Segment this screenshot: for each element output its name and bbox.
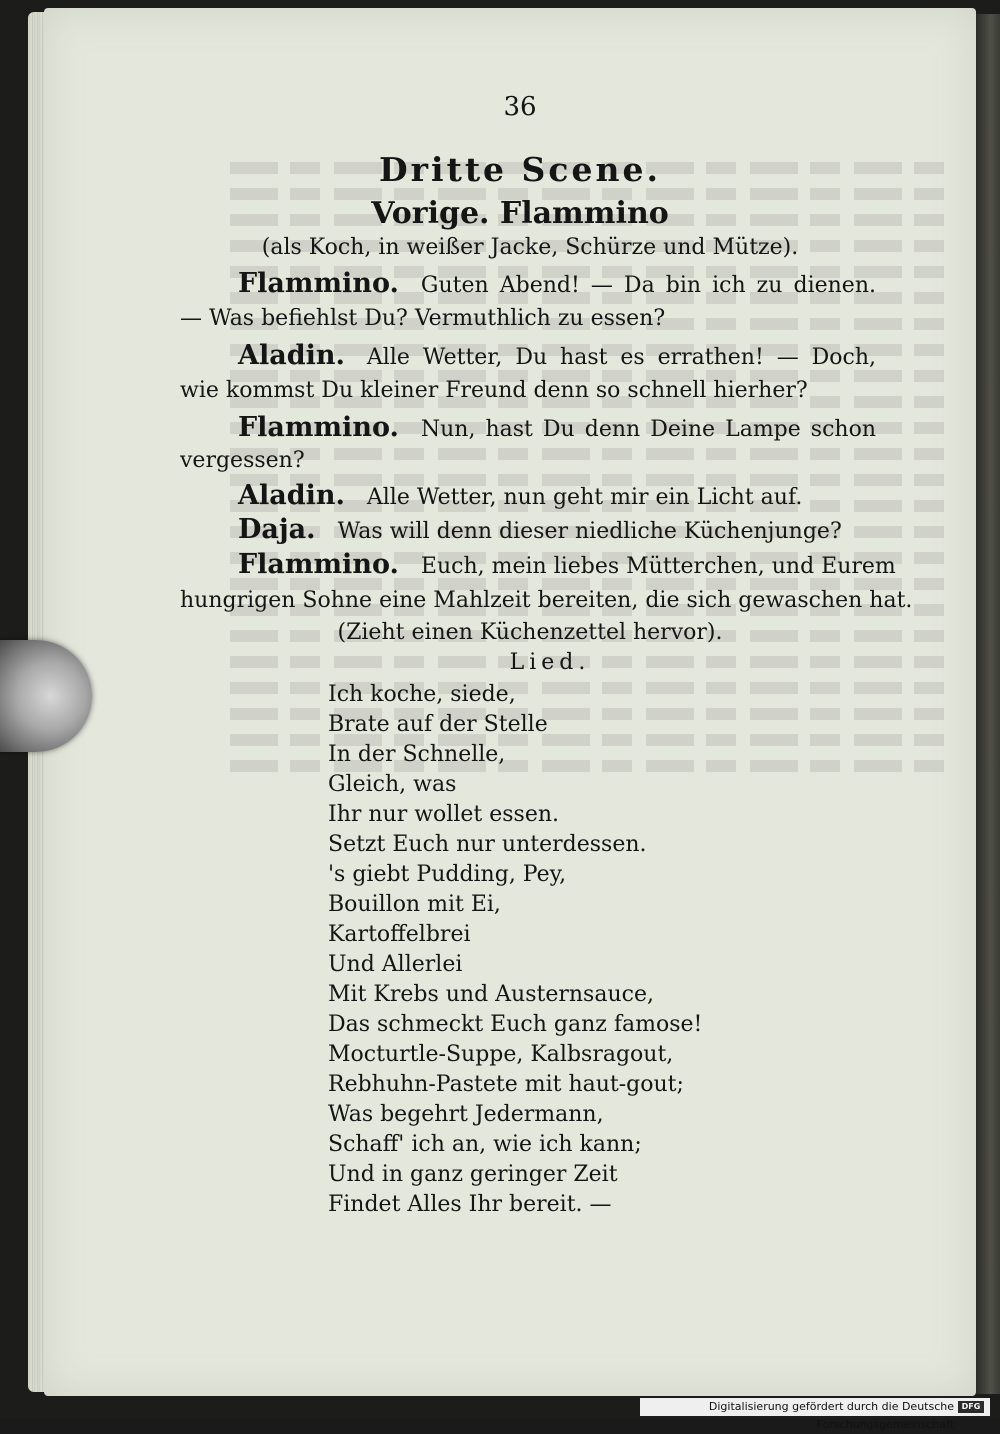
speaker-name: Aladin. [238, 480, 345, 511]
dialogue-line [180, 268, 876, 299]
dialogue-line [180, 340, 876, 371]
speech-text: Alle Wetter, nun geht mir ein Licht auf. [366, 485, 803, 510]
song-line: Ihr nur wollet essen. [328, 802, 559, 827]
credit-text: Digitalisierung gefördert durch die Deutsche Forschungsgemeinschaft [708, 1400, 954, 1431]
dialogue-line [180, 549, 896, 580]
song-line: Brate auf der Stelle [328, 712, 548, 737]
song-line: Kartoffelbrei [328, 922, 471, 947]
scene-title: Dritte Scene. [379, 150, 661, 189]
stage-direction: (Zieht einen Küchenzettel hervor). [337, 620, 723, 645]
speech-text: wie kommst Du kleiner Freund denn so schnell hierher? [180, 378, 808, 403]
speech-text: hungrigen Sohne eine Mahlzeit bereiten, die sich gewaschen hat. [180, 588, 913, 613]
song-line: Was begehrt Jedermann, [328, 1102, 604, 1127]
speech-text: Guten Abend! — Da bin ich zu dienen. [420, 273, 876, 298]
song-line: Das schmeckt Euch ganz famose! [328, 1012, 703, 1037]
cast-list: Vorige. Flammino [371, 196, 669, 231]
song-line: Gleich, was [328, 772, 457, 797]
dialogue-line [180, 588, 913, 613]
song-line: Rebhuhn-Pastete mit haut-gout; [328, 1072, 684, 1097]
song-line: 's giebt Pudding, Pey, [328, 862, 567, 887]
speech-text: Alle Wetter, Du hast es errathen! — Doch, [366, 345, 876, 370]
speech-text: vergessen? [180, 448, 305, 473]
speech-text: Nun, hast Du denn Deine Lampe schon [420, 417, 876, 442]
dialogue-line [180, 412, 876, 443]
dialogue-line [180, 306, 876, 331]
speaker-name: Aladin. [238, 340, 345, 371]
stage-direction: (als Koch, in weißer Jacke, Schürze und Mütze). [261, 235, 799, 260]
song-line: Bouillon mit Ei, [328, 892, 501, 917]
song-line: Schaff' ich an, wie ich kann; [328, 1132, 642, 1157]
dfg-logo-icon: DFG [958, 1401, 984, 1413]
song-line: Ich koche, siede, [328, 682, 516, 707]
dialogue-line [180, 378, 876, 403]
speaker-name: Flammino. [238, 268, 399, 299]
song-title: Lied. [509, 650, 591, 675]
speech-text: Euch, mein liebes Mütterchen, und Eurem [420, 554, 896, 579]
dialogue-line [180, 480, 876, 511]
speech-text: Was will denn dieser niedliche Küchenjunge? [337, 519, 842, 544]
song-line: In der Schnelle, [328, 742, 506, 767]
song-line: Mit Krebs und Austernsauce, [328, 982, 654, 1007]
dialogue-line [180, 448, 876, 473]
song-line: Setzt Euch nur unterdessen. [328, 832, 647, 857]
digitization-credit [640, 1398, 990, 1431]
speech-text: — Was befiehlst Du? Vermuthlich zu essen? [180, 306, 666, 331]
speaker-name: Flammino. [238, 412, 399, 443]
page-number: 36 [503, 92, 537, 122]
song-line: Findet Alles Ihr bereit. — [328, 1192, 612, 1217]
song-line: Mocturtle-Suppe, Kalbsragout, [328, 1042, 674, 1067]
dialogue-line [180, 514, 876, 545]
speaker-name: Flammino. [238, 549, 399, 580]
speaker-name: Daja. [238, 514, 316, 545]
song-line: Und in ganz geringer Zeit [328, 1162, 618, 1187]
song-line: Und Allerlei [328, 952, 463, 977]
